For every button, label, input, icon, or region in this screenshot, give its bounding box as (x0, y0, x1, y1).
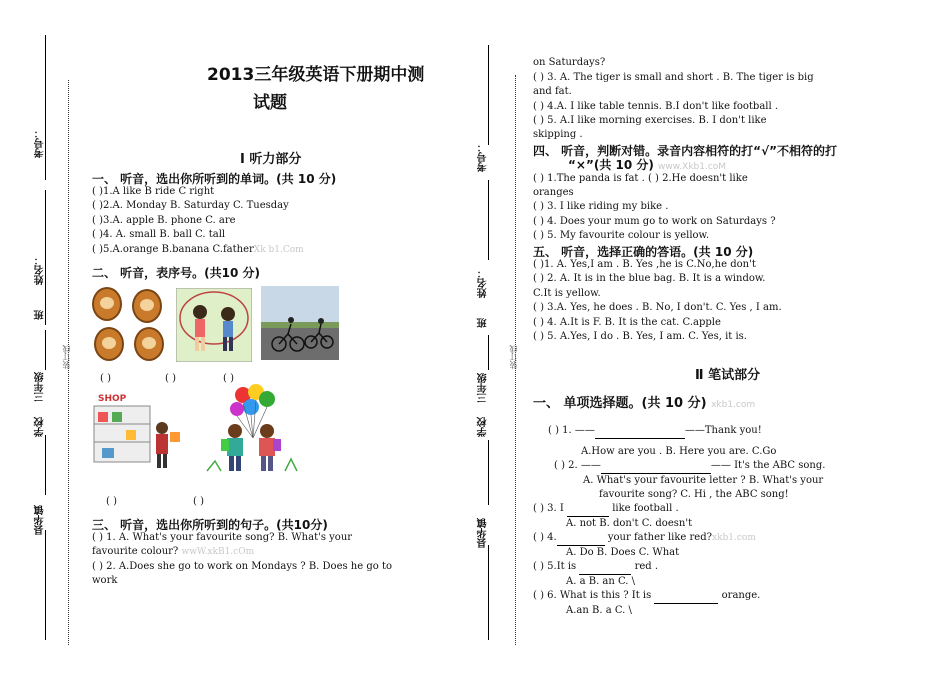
binding-line-mid-2 (488, 180, 489, 260)
cyclists-image (261, 286, 339, 360)
written-q5-prefix: ( ) 5.It is (533, 561, 577, 572)
sec2-bracket-1: ( ) (100, 373, 111, 384)
written-q4-prefix: ( ) 4. (533, 532, 557, 543)
sec4-heading-line1: 四、 听音，判断对错。录音内容相符的打“√”不相符的打 (533, 144, 837, 158)
binding-school-mid: 学校 (478, 417, 489, 437)
written1-watermark: xkb1.com (711, 400, 756, 410)
sec1-item-4: ( )4. A. small B. ball C. tall (92, 229, 226, 240)
shop-image (92, 388, 182, 472)
binding-line-left (45, 35, 46, 180)
sec1-item-5 (92, 243, 304, 258)
cut-line-label-mid: 装订线 (509, 345, 518, 369)
sec2-bracket-2: ( ) (165, 373, 176, 384)
written-q5-suffix: red . (634, 561, 659, 572)
monkeys-image (90, 285, 168, 363)
written-q1-suffix: ——Thank you! (684, 425, 762, 436)
page-title: 2013三年级英语下册期中测 (207, 65, 425, 85)
sec5-item-5: ( ) 5. A.Yes, I do . B. Yes, I am. C. Yes, it is. (533, 331, 747, 342)
sec3-q2-line2: work (92, 575, 118, 586)
written-q3-suffix: like football . (612, 503, 679, 514)
written1-heading (533, 392, 755, 411)
sec3-q1-line1: ( ) 1. A. What's your favourite song? B. What's your (92, 532, 353, 543)
sec5-item-3: ( ) 3.A. Yes, he does . B. No, I don't. C. Yes , I am. (533, 302, 782, 313)
binding-grade-mid: 三年级 (478, 373, 489, 403)
skipping-children-image (176, 288, 252, 362)
sec4-item-1-line2: oranges (533, 187, 574, 198)
sec1-item-2: ( )2.A. Monday B. Saturday C. Tuesday (92, 200, 289, 211)
sec2-heading: 二、 听音，表序号。(共10 分) (92, 266, 261, 280)
written-q2-options-line1: A. What's your favourite letter ? B. What's your (583, 475, 824, 486)
balloons-children-image (201, 383, 301, 475)
sec4-watermark: www.Xkb1.coM (658, 162, 727, 172)
sec1-item-1: ( )1.A like B ride C right (92, 186, 215, 197)
sec4-heading-line2-text: “×”(共 10 分) (568, 158, 654, 172)
monkey-4 (134, 327, 164, 361)
binding-class-mid: 班 (478, 318, 489, 328)
written-q4 (533, 531, 756, 546)
sec4-item-3: ( ) 3. I like riding my bike . (533, 201, 669, 212)
sec5-item-1: ( )1. A. Yes,I am . B. Yes ,he is C.No,he don't (533, 259, 756, 270)
part1-heading: Ⅰ 听力部分 (240, 152, 302, 167)
sec3-q3-line2: and fat. (533, 86, 572, 97)
sec5-item-2: ( ) 2. A. It is in the blue bag. B. It is a window. (533, 273, 766, 284)
written-q6-blank[interactable] (654, 603, 718, 604)
sec2-bracket-4: ( ) (106, 496, 117, 507)
monkey-3 (94, 327, 124, 361)
written-q2-prefix: ( ) 2. —— (554, 460, 601, 471)
sec2-bracket-3: ( ) (223, 373, 234, 384)
binding-name-mid: 姓名： (478, 268, 489, 298)
written-q6-options: A.an B. a C. \ (566, 605, 632, 616)
sec3-q1-line2-text: favourite colour? (92, 546, 179, 557)
written-q4-suffix: your father like red? (607, 532, 712, 543)
binding-exam-no-left: 考号： (35, 128, 46, 158)
sec1-watermark: Xk b1.Com (253, 245, 304, 255)
written-q3 (533, 502, 679, 517)
binding-line-mid-5 (488, 545, 489, 640)
written-q4-watermark: xkb1.com (711, 533, 756, 543)
written-q4-options: A. Do B. Does C. What (566, 547, 680, 558)
written-q3-prefix: ( ) 3. I (533, 503, 564, 514)
binding-name-left: 姓名： (35, 255, 46, 285)
written-q6-suffix: orange. (721, 590, 761, 601)
binding-county-mid: 县华镇 (478, 518, 489, 548)
part2-heading: Ⅱ 笔试部分 (695, 368, 761, 383)
binding-exam-no-mid: 考号： (478, 142, 489, 172)
written-q2-suffix: —— It's the ABC song. (710, 460, 826, 471)
sec3-q4: ( ) 4.A. I like table tennis. B.I don't like football . (533, 101, 779, 112)
sec3-q5-line1: ( ) 5. A.I like morning exercises. B. I don't like (533, 115, 767, 126)
sec1-item-5-text: ( )5.A.orange B.banana C.father (92, 244, 254, 255)
sec5-heading: 五、 听音，选择正确的答语。(共 10 分) (533, 245, 754, 259)
written-q6 (533, 589, 760, 604)
written-q5-options: A. a B. an C. \ (566, 576, 636, 587)
sec2-bracket-5: ( ) (193, 496, 204, 507)
sec3-watermark: wwW.xkB1.cOm (181, 547, 255, 557)
written-q1 (548, 424, 762, 439)
binding-line-mid-3 (488, 335, 489, 370)
sec4-heading-line2 (568, 156, 726, 173)
shop-sign: SHOP (98, 394, 127, 404)
sec5-item-4: ( ) 4. A.It is F. B. It is the cat. C.apple (533, 317, 721, 328)
binding-county-left: 县华镇 (35, 505, 46, 535)
page-title-line2: 试题 (253, 93, 287, 113)
written-q1-prefix: ( ) 1. —— (548, 425, 595, 436)
written-q1-options: A.How are you . B. Here you are. C.Go (581, 446, 777, 457)
monkey-1 (92, 287, 122, 321)
sec3-q3-line1: ( ) 3. A. The tiger is small and short . B. The tiger is big (533, 72, 814, 83)
written-q3-options: A. not B. don't C. doesn't (566, 518, 693, 529)
binding-line-left-5 (45, 530, 46, 640)
sec4-item-4: ( ) 4. Does your mum go to work on Saturdays ? (533, 216, 776, 227)
written-q5 (533, 560, 658, 575)
binding-line-left-4 (45, 435, 46, 495)
sec3-heading: 三、 听音，选出你所听到的句子。(共10分) (92, 518, 328, 532)
sec5-item-2-c: C.It is yellow. (533, 288, 601, 299)
binding-school-left: 学校 (35, 417, 46, 437)
sec3-q2-line1: ( ) 2. A.Does she go to work on Mondays ? B. Does he go to (92, 561, 392, 572)
cont-line: on Saturdays? (533, 57, 606, 68)
sec3-q1-line2 (92, 545, 254, 560)
binding-line-left-3 (45, 330, 46, 370)
written1-heading-text: 一、 单项选择题。(共 10 分) (533, 396, 707, 411)
binding-line-mid-4 (488, 440, 489, 505)
written-q2 (554, 459, 825, 474)
written-q1-blank[interactable] (595, 438, 685, 439)
written-q2-options-line2: favourite song? C. Hi , the ABC song! (599, 489, 789, 500)
binding-class-left: 班 (35, 310, 46, 320)
sec3-q5-line2: skipping . (533, 129, 583, 140)
sec1-item-3: ( )3.A. apple B. phone C. are (92, 215, 236, 226)
written-q6-prefix: ( ) 6. What is this ? It is (533, 590, 652, 601)
cut-line-label-left: 装订线 (62, 345, 71, 369)
monkey-2 (132, 289, 162, 323)
binding-line-mid (488, 45, 489, 145)
sec4-item-1-line1: ( ) 1.The panda is fat . ( ) 2.He doesn't like (533, 173, 748, 184)
sec4-item-5: ( ) 5. My favourite colour is yellow. (533, 230, 710, 241)
sec1-heading: 一、 听音，选出你所听到的单词。(共 10 分) (92, 172, 337, 186)
binding-grade-left: 三年级 (35, 372, 46, 402)
